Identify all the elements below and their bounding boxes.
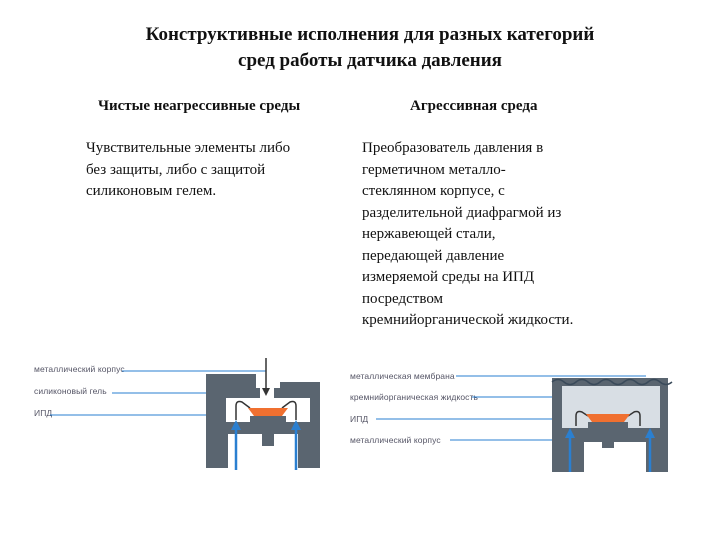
title-line-1: Конструктивные исполнения для разных категорий bbox=[145, 24, 595, 45]
label-pressure-sensor: ИПД bbox=[34, 408, 53, 418]
label-metal-housing: металлический корпус bbox=[34, 364, 125, 374]
text-line: герметичном металло- bbox=[362, 161, 506, 178]
sensor-chip bbox=[248, 408, 288, 416]
left-column-text bbox=[86, 138, 346, 203]
label-organosilicon-fluid: кремнийорганическая жидкость bbox=[350, 392, 479, 402]
label-metal-housing: металлический корпус bbox=[350, 435, 441, 445]
chip-base bbox=[588, 422, 628, 428]
text-line: кремнийорганической жидкости. bbox=[362, 312, 574, 328]
text-line: стеклянном корпусе, с bbox=[362, 183, 505, 199]
label-pressure-sensor: ИПД bbox=[350, 414, 369, 424]
text-line: нержавеющей стали, bbox=[362, 226, 496, 242]
sensor-diagram-clean-media bbox=[30, 352, 330, 482]
label-silicone-gel: силиконовый гель bbox=[34, 386, 107, 396]
text-line: передающей давление bbox=[362, 247, 505, 264]
sensor-diagram-aggressive-media bbox=[346, 352, 686, 482]
text-line: Преобразователь давления в bbox=[362, 140, 544, 156]
text-line: измеряемой среды на ИПД bbox=[362, 269, 535, 285]
chip-base bbox=[250, 416, 286, 422]
text-line: разделительной диафрагмой из bbox=[362, 204, 562, 221]
label-metal-membrane: металлическая мембрана bbox=[350, 371, 455, 381]
text-line: Чувствительные элементы либо bbox=[86, 140, 291, 156]
text-line: силиконовым гелем. bbox=[86, 183, 217, 199]
right-column-text bbox=[362, 138, 652, 332]
text-line: посредством bbox=[362, 290, 444, 307]
pedestal bbox=[602, 428, 614, 448]
text-line: без защиты, либо с защитой bbox=[86, 161, 266, 178]
sensor-chip bbox=[586, 414, 630, 422]
pedestal bbox=[262, 422, 274, 446]
left-column-heading: Чистые неагрессивные среды bbox=[98, 98, 301, 114]
right-column-heading: Агрессивная среда bbox=[410, 98, 538, 114]
title-line-2: сред работы датчика давления bbox=[238, 50, 502, 71]
page-title bbox=[40, 22, 700, 74]
